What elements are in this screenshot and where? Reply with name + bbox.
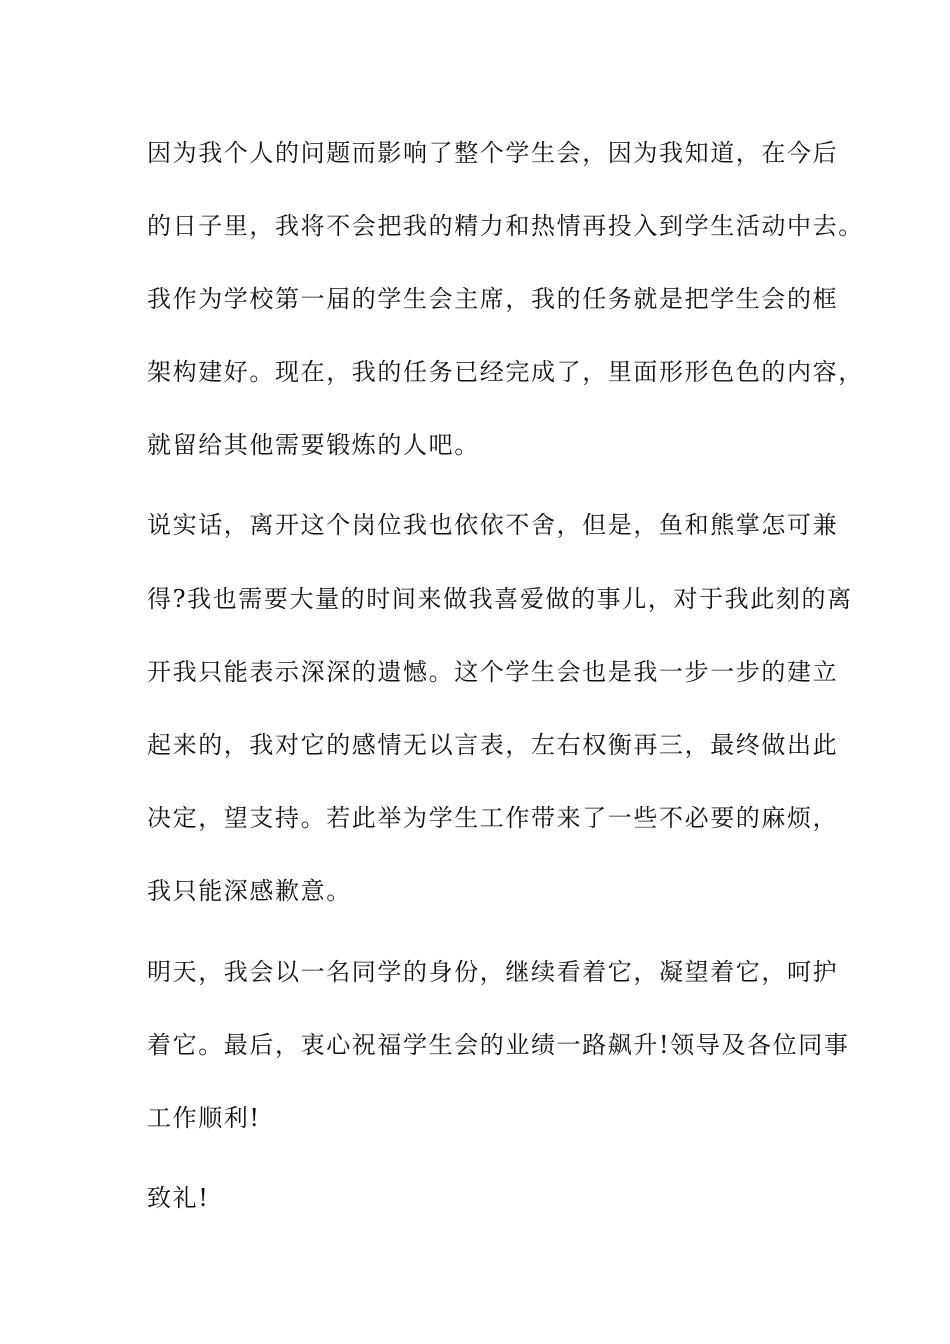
text-line: 就留给其他需要锻炼的人吧。 <box>147 431 480 459</box>
text-line: 起来的，我对它的感情无以言表，左右权衡再三，最终做出此 <box>147 731 839 759</box>
text-line: 我只能深感歉意。 <box>147 877 352 905</box>
text-line: 开我只能表示深深的遗憾。这个学生会也是我一步一步的建立 <box>147 658 839 686</box>
text-line: 因为我个人的问题而影响了整个学生会，因为我知道，在今后 <box>147 139 839 167</box>
text-line: 着它。最后，衷心祝福学生会的业绩一路飙升!领导及各位同事 <box>147 1031 850 1059</box>
text-line: 我作为学校第一届的学生会主席，我的任务就是把学生会的框 <box>147 285 839 313</box>
text-line: 明天，我会以一名同学的身份，继续看着它，凝望着它，呵护 <box>147 958 839 986</box>
text-line: 工作顺利! <box>147 1104 261 1132</box>
text-line: 架构建好。现在，我的任务已经完成了，里面形形色色的内容， <box>147 358 864 386</box>
text-line: 说实话，离开这个岗位我也依依不舍，但是，鱼和熊掌怎可兼 <box>147 511 839 539</box>
text-line: 得?我也需要大量的时间来做我喜爱做的事儿，对于我此刻的离 <box>147 585 853 613</box>
text-line: 致礼! <box>147 1184 210 1212</box>
text-line: 决定，望支持。若此举为学生工作带来了一些不必要的麻烦， <box>147 804 839 832</box>
text-line: 的日子里，我将不会把我的精力和热情再投入到学生活动中去。 <box>147 212 864 240</box>
